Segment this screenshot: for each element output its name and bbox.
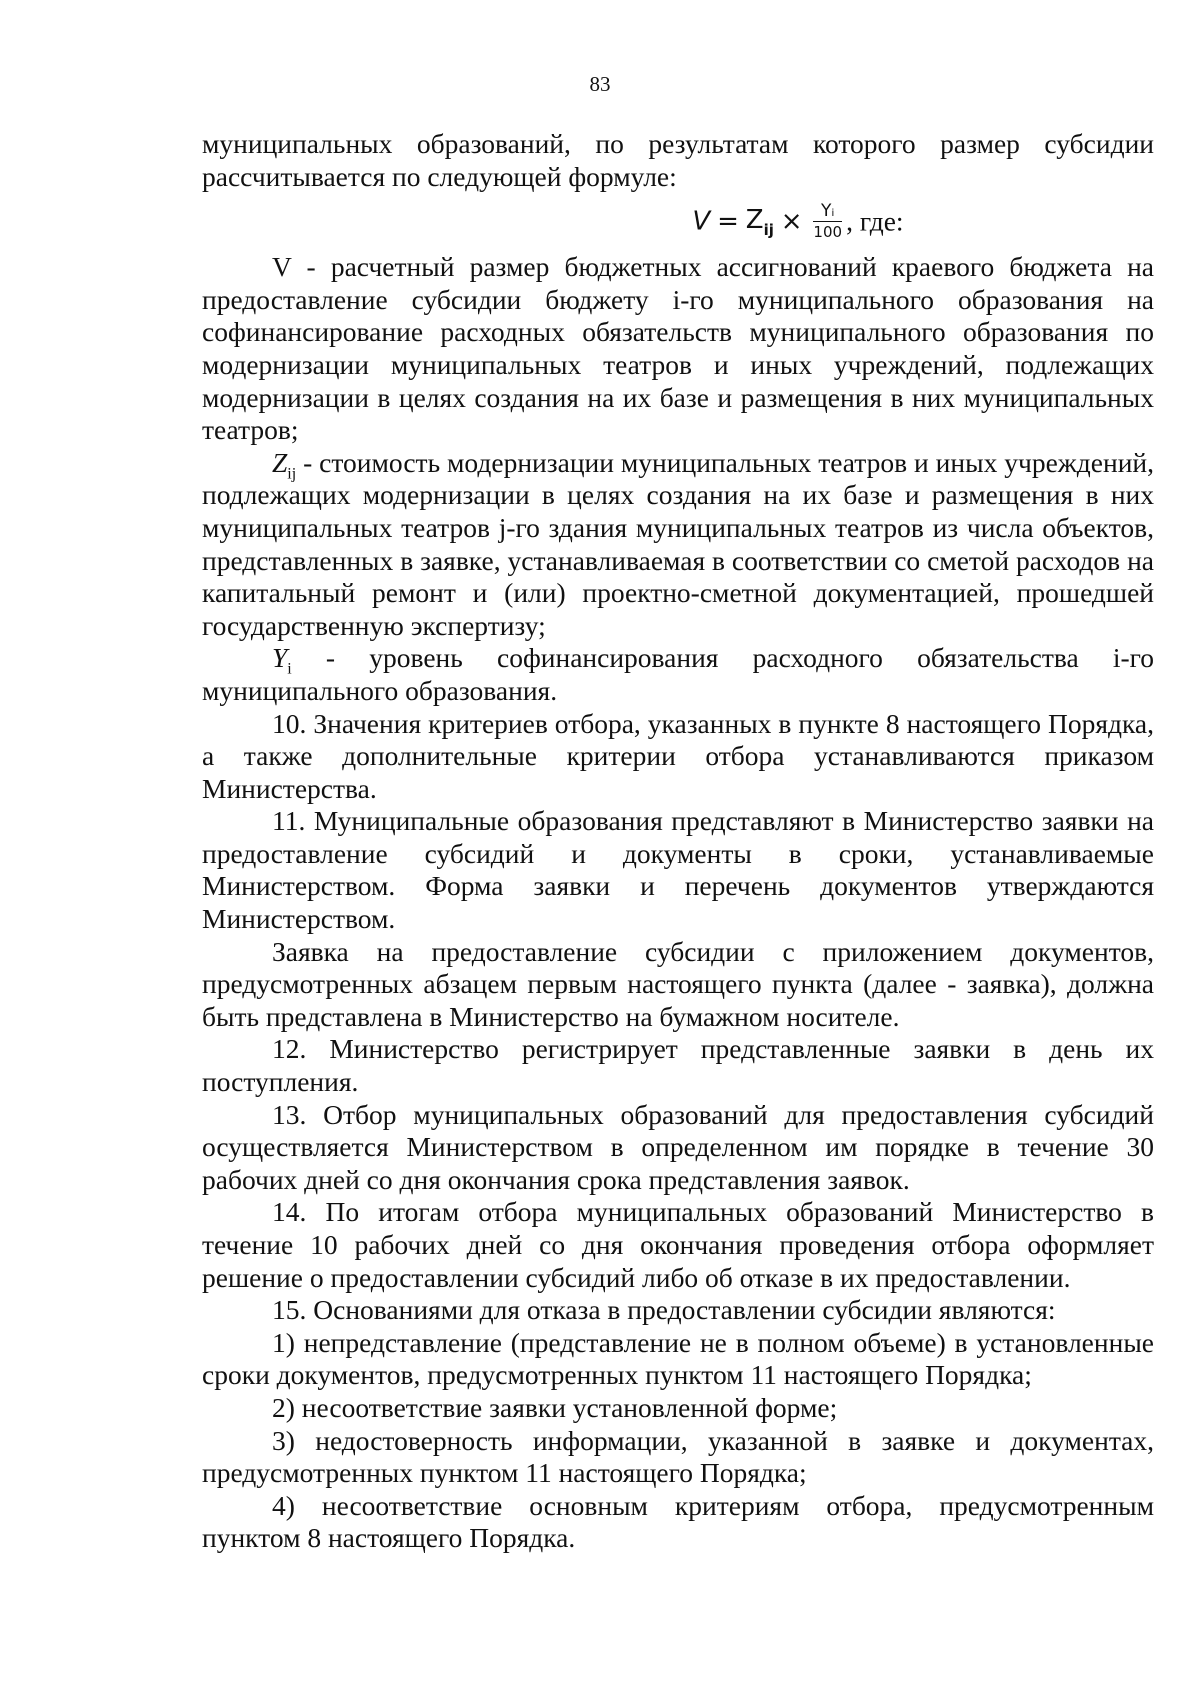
definition-z [202, 447, 1154, 643]
definition-y-symbol: Y [272, 642, 288, 674]
definition-v: V - расчетный размер бюджетных ассигнований краевого бюджета на предоставление субсидии бюджету i-го муниципального образования на софинансирование расходных обязательств муниципального образования по модернизации муниципальных театров и иных учреждений, подлежащих модернизации в целях создания на их базе и размещения в них муниципальных театров; [202, 251, 1154, 446]
paragraph-15-item-2: 2) несоответствие заявки установленной форме; [272, 1391, 838, 1423]
formula-fraction [813, 201, 842, 242]
paragraph-11-application: Заявка на предоставление субсидии с приложением документов, предусмотренных абзацем первым настоящего пункта (далее - заявка), должна быть представлена в Министерство на бумажном носителе. [202, 935, 1154, 1032]
formula-z-subscript: ij [763, 221, 774, 240]
formula-numerator: Yᵢ [813, 201, 842, 222]
paragraph-15-item-1: 1) непредставление (представление не в полном объеме) в установленные сроки документов, предусмотренных пунктом 11 настоящего Порядка; [202, 1326, 1154, 1391]
formula-times: × [780, 206, 803, 237]
formula-tail: , где: [846, 205, 904, 237]
formula-z: $Z_{ij}$ [745, 205, 774, 240]
formula-denominator: 100 [813, 223, 843, 242]
paragraph-15-item-4: 4) несоответствие основным критериям отбора, предусмотренным пунктом 8 настоящего Порядка. [202, 1489, 1154, 1554]
definition-y-text: - уровень софинансирования расходного обязательства i-го муниципального образования. [202, 642, 1154, 706]
page-number: 83 [589, 72, 611, 96]
formula-equals: = [717, 206, 739, 237]
definition-z-symbol: Z [272, 446, 288, 478]
paragraph-11: 11. Муниципальные образования представляют в Министерство заявки на предоставление субсидий и документы в сроки, устанавливаемые Министерством. Форма заявки и перечень документов утверждаются Министерством. [202, 805, 1154, 935]
paragraph-15-item-3: 3) недостоверность информации, указанной в заявке и документах, предусмотренных пунктом 11 настоящего Порядка; [202, 1424, 1154, 1489]
definition-y [202, 642, 1154, 707]
definition-y-subscript: i [287, 660, 292, 678]
paragraph-10: 10. Значения критериев отбора, указанных в пункте 8 настоящего Порядка, а также дополнительные критерии отбора устанавливаются приказом Министерства. [202, 707, 1154, 804]
subsidy-formula [202, 196, 1154, 242]
definition-z-subscript: ij [287, 465, 297, 483]
paragraph-12: 12. Министерство регистрирует представленные заявки в день их поступления. [202, 1033, 1154, 1098]
paragraph-14: 14. По итогам отбора муниципальных образований Министерство в течение 10 рабочих дней со дня окончания проведения отбора оформляет решение о предоставлении субсидий либо об отказе в их предоставлении. [202, 1196, 1154, 1293]
formula-lhs: V [692, 206, 711, 237]
paragraph-15: 15. Основаниями для отказа в предоставлении субсидии являются: [272, 1294, 1056, 1326]
definition-z-text: - стоимость модернизации муниципальных театров и иных учреждений, подлежащих модернизации в целях создания на их базе и размещения в них муниципальных театров j-го здания муниципальных театров из числа объектов, представленных в заявке, устанавливаемая в соответствии со сметой расходов на капитальный ремонт и (или) проектно-сметной документацией, прошедшей государственную экспертизу; [202, 446, 1154, 641]
document-body [202, 128, 1154, 1555]
paragraph-13: 13. Отбор муниципальных образований для предоставления субсидий осуществляется Министерством в определенном им порядке в течение 30 рабочих дней со дня окончания срока представления заявок. [202, 1098, 1154, 1195]
intro-paragraph: муниципальных образований, по результатам которого размер субсидии рассчитывается по следующей формуле: [202, 128, 1154, 192]
